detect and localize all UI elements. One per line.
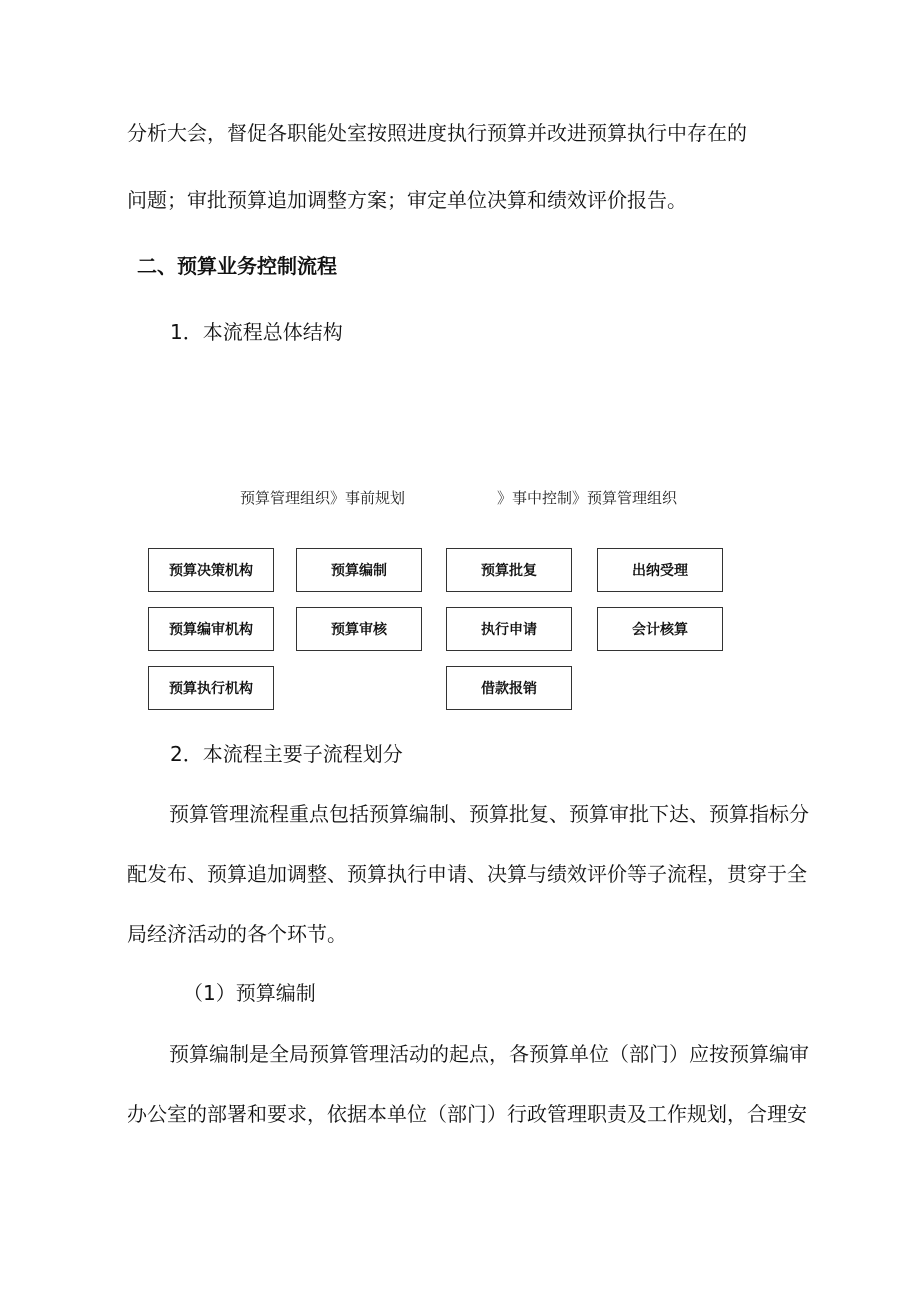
paragraph-2-line-1: 预算管理流程重点包括预算编制、预算批复、预算审批下达、预算指标分 [169, 802, 809, 826]
subsection-2-heading: 2．本流程主要子流程划分 [170, 742, 403, 766]
paragraph-1-line-1: 分析大会，督促各职能处室按照进度执行预算并改进预算执行中存在的 [127, 121, 747, 145]
diagram-header-right: 》事中控制》预算管理组织 [497, 489, 678, 507]
box-budget-approval: 预算批复 [446, 548, 572, 592]
paragraph-2-line-3: 局经济活动的各个环节。 [127, 922, 347, 946]
box-budget-review-org: 预算编审机构 [148, 607, 274, 651]
box-loan-reimbursement: 借款报销 [446, 666, 572, 710]
box-execution-request: 执行申请 [446, 607, 572, 651]
paragraph-1-line-2: 问题；审批预算追加调整方案；审定单位决算和绩效评价报告。 [127, 188, 687, 212]
diagram-header-left: 预算管理组织》事前规划 [240, 489, 406, 507]
subsection-1-heading: 1．本流程总体结构 [170, 320, 343, 344]
paragraph-2-line-2: 配发布、预算追加调整、预算执行申请、决算与绩效评价等子流程，贯穿于全 [127, 862, 807, 886]
box-cashier-acceptance: 出纳受理 [597, 548, 723, 592]
subsection-3-heading: （1）预算编制 [183, 981, 316, 1005]
box-budget-compilation: 预算编制 [296, 548, 422, 592]
paragraph-3-line-2: 办公室的部署和要求，依据本单位（部门）行政管理职责及工作规划，合理安 [127, 1102, 807, 1126]
box-budget-audit: 预算审核 [296, 607, 422, 651]
section-heading: 二、预算业务控制流程 [137, 254, 337, 278]
box-budget-decision-org: 预算决策机构 [148, 548, 274, 592]
box-accounting: 会计核算 [597, 607, 723, 651]
paragraph-3-line-1: 预算编制是全局预算管理活动的起点，各预算单位（部门）应按预算编审 [169, 1042, 809, 1066]
box-budget-execution-org: 预算执行机构 [148, 666, 274, 710]
